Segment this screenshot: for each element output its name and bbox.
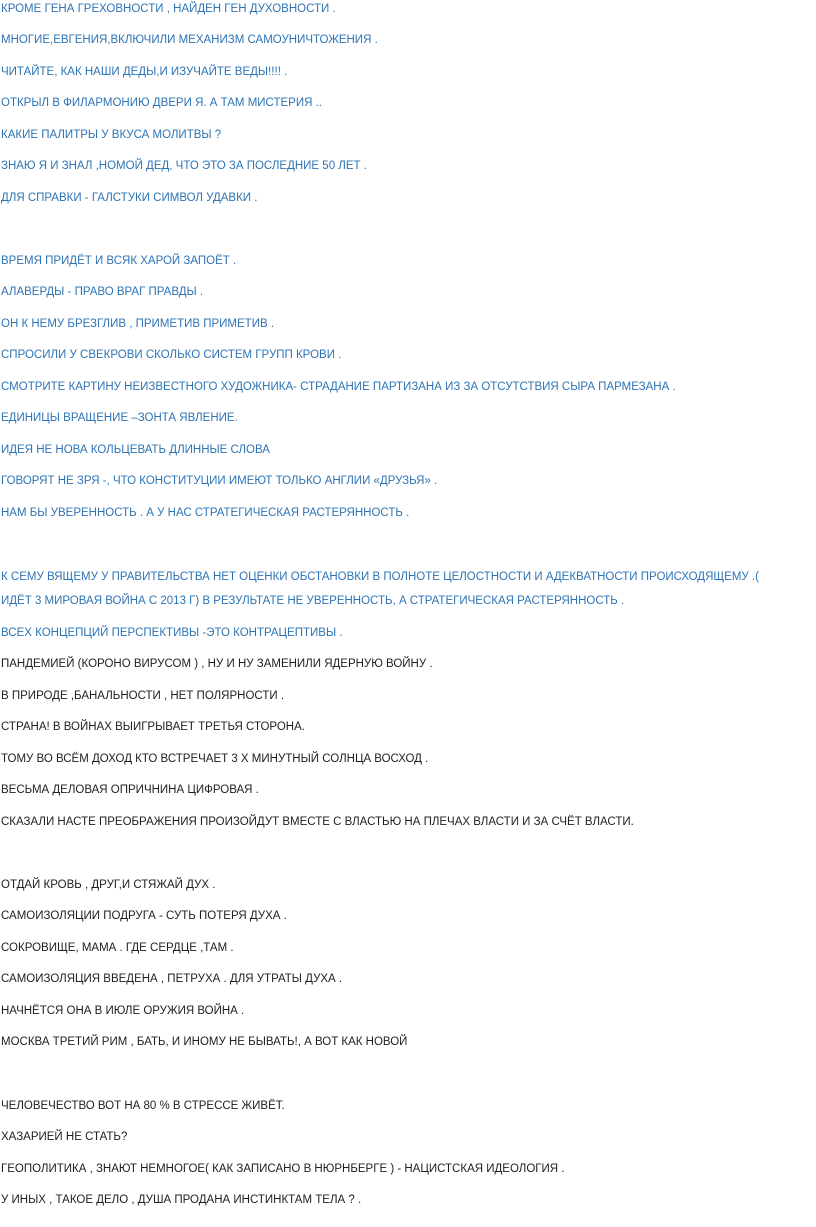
text-line: ВСЕХ КОНЦЕПЦИЙ ПЕРСПЕКТИВЫ -ЭТО КОНТРАЦЕПТИВЫ .	[1, 627, 343, 639]
text-line: АЛАВЕРДЫ - ПРАВО ВРАГ ПРАВДЫ .	[1, 286, 204, 298]
text-line: ВЕСЬМА ДЕЛОВАЯ ОПРИЧНИНА ЦИФРОВАЯ .	[1, 784, 259, 796]
text-line: СКАЗАЛИ НАСТЕ ПРЕОБРАЖЕНИЯ ПРОИЗОЙДУТ ВМЕСТЕ С ВЛАСТЬЮ НА ПЛЕЧАХ ВЛАСТИ И ЗА СЧЁТ ВЛАСТИ.	[1, 816, 634, 828]
text-line: КРОМЕ ГЕНА ГРЕХОВНОСТИ , НАЙДЕН ГЕН ДУХОВНОСТИ .	[1, 3, 336, 15]
text-line: КАКИЕ ПАЛИТРЫ У ВКУСА МОЛИТВЫ ?	[1, 129, 222, 141]
text-line: САМОИЗОЛЯЦИЯ ВВЕДЕНА , ПЕТРУХА . ДЛЯ УТРАТЫ ДУХА .	[1, 973, 343, 985]
text-line: ЧЕЛОВЕЧЕСТВО ВОТ НА 80 % В СТРЕССЕ ЖИВЁТ.	[1, 1100, 285, 1112]
text-line: ГОВОРЯТ НЕ ЗРЯ -, ЧТО КОНСТИТУЦИИ ИМЕЮТ ТОЛЬКО АНГЛИИ «ДРУЗЬЯ» .	[1, 475, 438, 487]
text-line: САМОИЗОЛЯЦИИ ПОДРУГА - СУТЬ ПОТЕРЯ ДУХА .	[1, 910, 287, 922]
text-line: У ИНЫХ , ТАКОЕ ДЕЛО , ДУША ПРОДАНА ИНСТИНКТАМ ТЕЛА ? .	[1, 1194, 362, 1206]
text-line: ДЛЯ СПРАВКИ - ГАЛСТУКИ СИМВОЛ УДАВКИ .	[1, 192, 258, 204]
text-line: ГЕОПОЛИТИКА , ЗНАЮТ НЕМНОГОЕ( КАК ЗАПИСАНО В НЮРНБЕРГЕ ) - НАЦИСТСКАЯ ИДЕОЛОГИЯ .	[1, 1163, 565, 1175]
text-line: НАМ БЫ УВЕРЕННОСТЬ . А У НАС СТРАТЕГИЧЕСКАЯ РАСТЕРЯННОСТЬ .	[1, 507, 410, 519]
text-line: СОКРОВИЩЕ, МАМА . ГДЕ СЕРДЦЕ ,ТАМ .	[1, 942, 234, 954]
text-line: МНОГИЕ,ЕВГЕНИЯ,ВКЛЮЧИЛИ МЕХАНИЗМ САМОУНИЧТОЖЕНИЯ .	[1, 34, 378, 46]
text-line: ОТДАЙ КРОВЬ , ДРУГ,И СТЯЖАЙ ДУХ .	[1, 879, 216, 891]
text-line: ХАЗАРИЕЙ НЕ СТАТЬ?	[1, 1131, 128, 1143]
text-line: ПАНДЕМИЕЙ (КОРОНО ВИРУСОМ ) , НУ И НУ ЗАМЕНИЛИ ЯДЕРНУЮ ВОЙНУ .	[1, 658, 433, 670]
text-line: ОН К НЕМУ БРЕЗГЛИВ , ПРИМЕТИВ ПРИМЕТИВ .	[1, 318, 275, 330]
text-line: СПРОСИЛИ У СВЕКРОВИ СКОЛЬКО СИСТЕМ ГРУПП КРОВИ .	[1, 349, 342, 361]
text-line: ТОМУ ВО ВСЁМ ДОХОД КТО ВСТРЕЧАЕТ 3 Х МИНУТНЫЙ СОЛНЦА ВОСХОД .	[1, 753, 429, 765]
text-line: ЕДИНИЦЫ ВРАЩЕНИЕ –ЗОНТА ЯВЛЕНИЕ.	[1, 412, 238, 424]
text-line: ЗНАЮ Я И ЗНАЛ ,НОМОЙ ДЕД, ЧТО ЭТО ЗА ПОСЛЕДНИЕ 50 ЛЕТ .	[1, 160, 367, 172]
text-line: СМОТРИТЕ КАРТИНУ НЕИЗВЕСТНОГО ХУДОЖНИКА- СТРАДАНИЕ ПАРТИЗАНА ИЗ ЗА ОТСУТСТВИЯ СЫРА ПАРМЕЗАНА .	[1, 381, 676, 393]
text-line: В ПРИРОДЕ ,БАНАЛЬНОСТИ , НЕТ ПОЛЯРНОСТИ .	[1, 690, 285, 702]
text-line: СТРАНА! В ВОЙНАХ ВЫИГРЫВАЕТ ТРЕТЬЯ СТОРОНА.	[1, 721, 305, 733]
text-line: ОТКРЫЛ В ФИЛАРМОНИЮ ДВЕРИ Я. А ТАМ МИСТЕРИЯ ..	[1, 97, 323, 109]
text-line: ИДЁТ 3 МИРОВАЯ ВОЙНА С 2013 Г) В РЕЗУЛЬТАТЕ НЕ УВЕРЕННОСТЬ, А СТРАТЕГИЧЕСКАЯ РАСТЕРЯННОСТЬ .	[1, 595, 625, 607]
text-line: К СЕМУ ВЯЩЕМУ У ПРАВИТЕЛЬСТВА НЕТ ОЦЕНКИ ОБСТАНОВКИ В ПОЛНОТЕ ЦЕЛОСТНОСТИ И АДЕКВАТНОСТИ ПРОИСХОДЯЩЕМУ .(	[1, 571, 759, 583]
text-line: МОСКВА ТРЕТИЙ РИМ , БАТЬ, И ИНОМУ НЕ БЫВАТЬ!, А ВОТ КАК НОВОЙ	[1, 1036, 408, 1048]
text-line: ЧИТАЙТЕ, КАК НАШИ ДЕДЫ,И ИЗУЧАЙТЕ ВЕДЫ!!!! .	[1, 66, 288, 78]
text-line: ИДЕЯ НЕ НОВА КОЛЬЦЕВАТЬ ДЛИННЫЕ СЛОВА	[1, 444, 270, 456]
text-line: ВРЕМЯ ПРИДЁТ И ВСЯК ХАРОЙ ЗАПОЁТ .	[1, 255, 237, 267]
text-line: НАЧНЁТСЯ ОНА В ИЮЛЕ ОРУЖИЯ ВОЙНА .	[1, 1005, 245, 1017]
